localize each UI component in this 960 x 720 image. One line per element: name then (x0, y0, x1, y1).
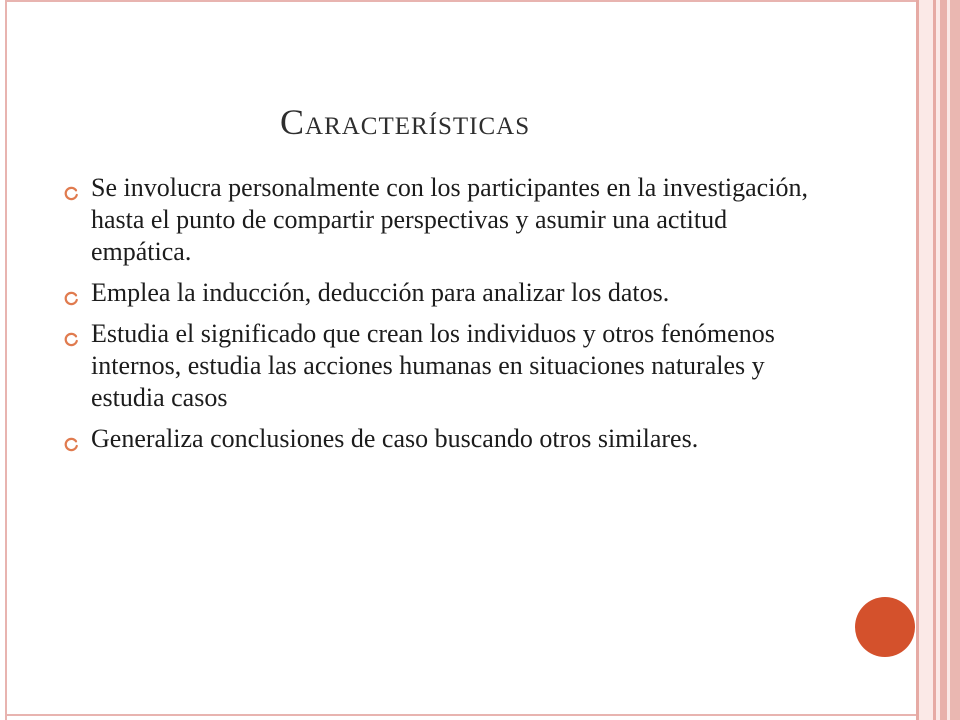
bullet-text: Emplea la inducción, deducción para analizar los datos. (91, 278, 670, 307)
ring-bullet-icon (64, 186, 79, 201)
frame-left-border (5, 0, 7, 720)
frame-bottom-border (5, 714, 917, 716)
bullet-list (62, 172, 822, 464)
orange-circle-decoration (855, 597, 915, 657)
ring-bullet-icon (64, 291, 79, 306)
list-item (62, 277, 822, 309)
list-item (62, 318, 822, 414)
right-band-stripe (950, 0, 960, 720)
bullet-text: Generaliza conclusiones de caso buscando otros similares. (91, 424, 699, 453)
frame-top-border (5, 0, 917, 2)
slide-title: Características (280, 102, 531, 142)
list-item (62, 172, 822, 268)
ring-bullet-icon (64, 437, 79, 452)
bullet-text: Se involucra personalmente con los participantes en la investigación, hasta el punto de compartir perspectivas y asumir una actitud empática. (91, 173, 808, 266)
bullet-text: Estudia el significado que crean los individuos y otros fenómenos internos, estudia las acciones humanas en situaciones naturales y estudia casos (91, 319, 775, 412)
right-band-stripe (919, 0, 933, 720)
right-band-stripe (940, 0, 947, 720)
ring-bullet-icon (64, 332, 79, 347)
list-item (62, 423, 822, 455)
